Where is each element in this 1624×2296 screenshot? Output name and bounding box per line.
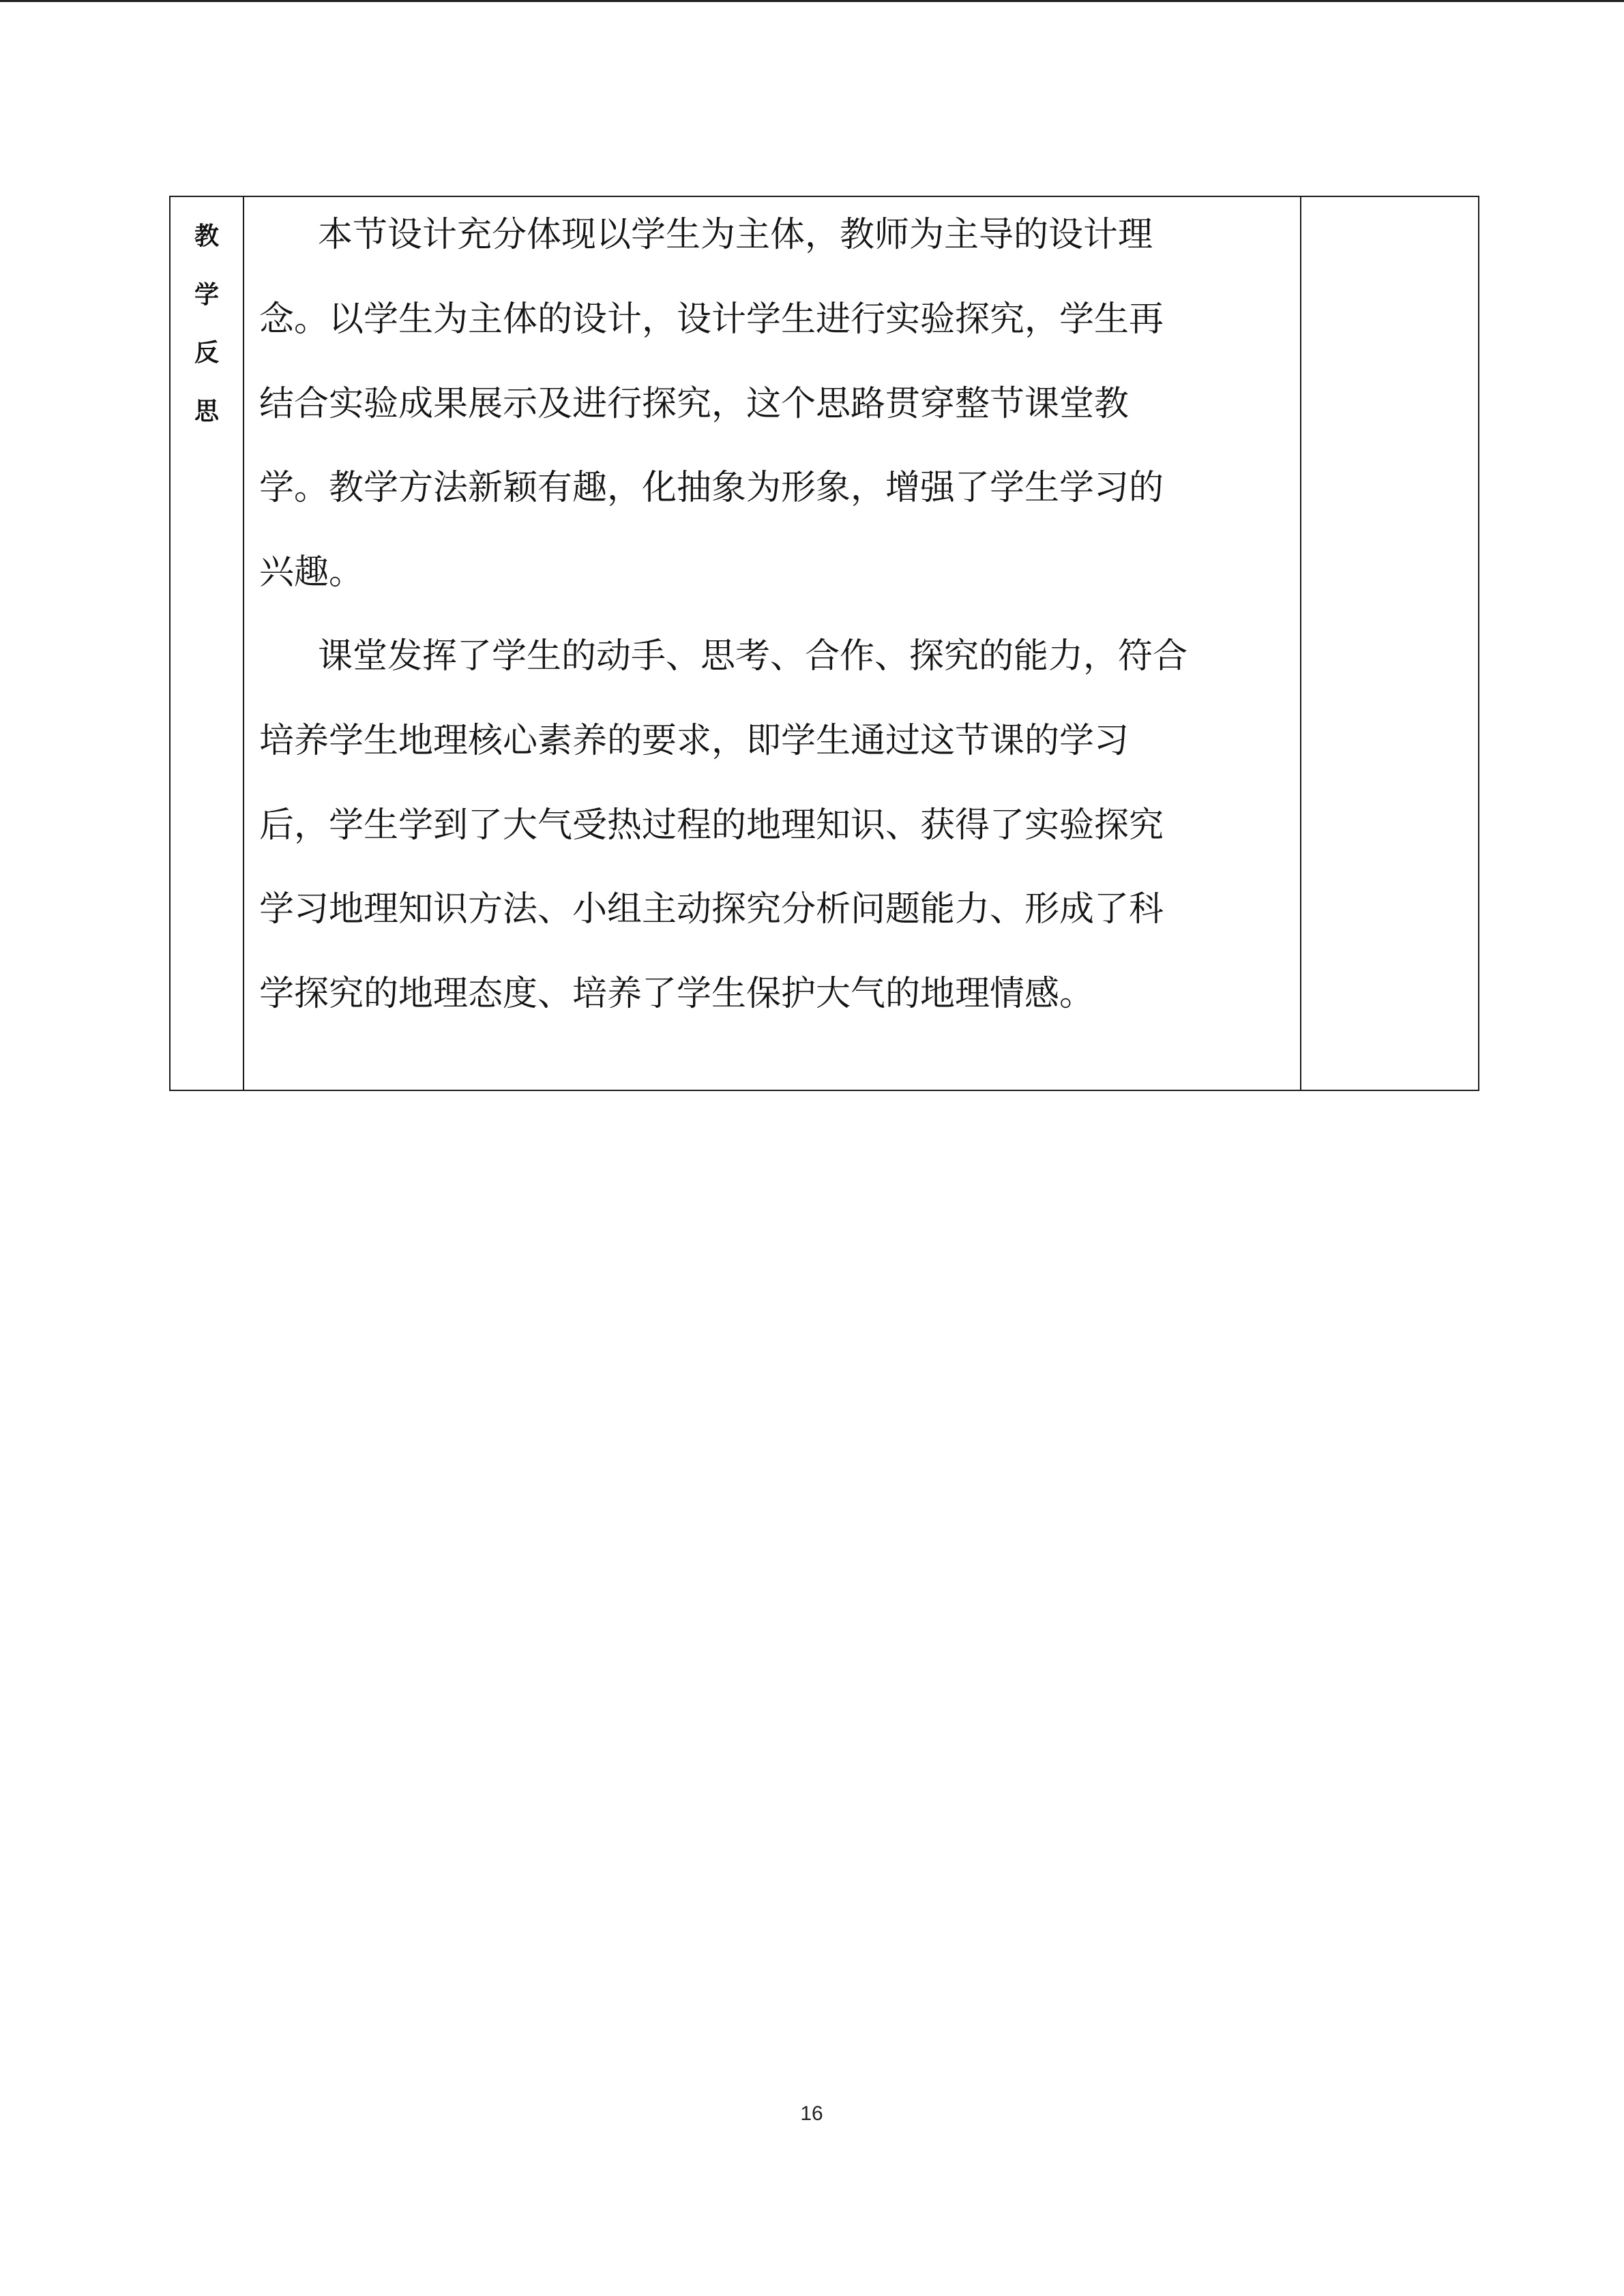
page-number: 16 xyxy=(800,2102,823,2125)
page-top-border xyxy=(0,0,1624,2)
paragraph-1-line: 本节设计充分体现以学生为主体，教师为主导的设计理 xyxy=(318,215,1153,255)
paragraph-1-line: 兴趣。 xyxy=(259,552,364,593)
paragraph-2-line: 培养学生地理核心素养的要求，即学生通过这节课的学习 xyxy=(259,721,1130,761)
reflection-content-cell xyxy=(244,197,1301,1090)
label-char: 反 xyxy=(194,338,219,367)
label-char: 学 xyxy=(194,280,219,309)
label-char: 教 xyxy=(194,222,219,250)
paragraph-2-line: 学探究的地理态度、培养了学生保护大气的地理情感。 xyxy=(259,974,1095,1014)
paragraph-1-line: 学。教学方法新颖有趣，化抽象为形象，增强了学生学习的 xyxy=(259,468,1164,508)
label-char: 思 xyxy=(194,397,219,426)
paragraph-2-line: 课堂发挥了学生的动手、思考、合作、探究的能力，符合 xyxy=(318,636,1188,676)
empty-notes-cell xyxy=(1301,197,1478,1090)
paragraph-2-line: 后，学生学到了大气受热过程的地理知识、获得了实验探究 xyxy=(259,805,1164,846)
paragraph-2-line: 学习地理知识方法、小组主动探究分析问题能力、形成了科 xyxy=(259,889,1164,929)
paragraph-1-line: 念。以学生为主体的设计，设计学生进行实验探究，学生再 xyxy=(259,299,1164,340)
paragraph-1-line: 结合实验成果展示及进行探究，这个思路贯穿整节课堂教 xyxy=(259,384,1130,424)
reflection-label-cell xyxy=(171,197,244,1090)
teaching-reflection-table xyxy=(169,196,1479,1091)
